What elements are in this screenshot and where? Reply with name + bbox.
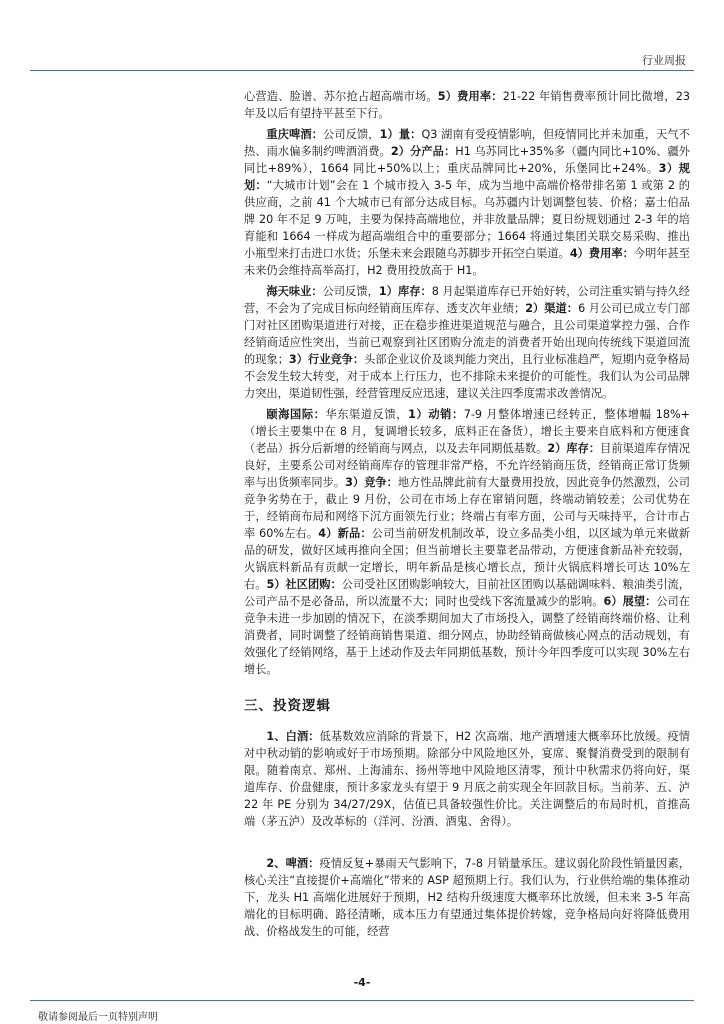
header-divider xyxy=(30,70,694,71)
paragraph-haitian: 海天味业：公司反馈，1）库存：8 月起渠道库存已开始好转，公司注重实销与持久经营，不会为了完成目标向经销商压库存、透支次年业绩；2）渠道：6 月公司已成立专门部门对社区团购渠道进行对接，正在稳步推进渠道规范与融合，且公司渠道掌控力强、合作经销商适应性突出，当前已观察到社区团购分流走的消费者开始出现向传统线下渠道回流的现象；3）行业竞争：头部企业议价及谈判能力突出，且行业标准趋严，短期内竞争格局不会发生较大转变，对于成本上行压力，也不排除未来提价的可能性。我们认为公司品牌力突出，渠道韧性强，经营管理反应迅速，建议关注四季度需求改善情况。 xyxy=(244,285,690,400)
footer-divider xyxy=(30,1000,694,1001)
report-type-label: 行业周报 xyxy=(642,54,686,67)
paragraph-liquor: 1、白酒：低基数效应消除的背景下，H2 次高端、地产酒增速大概率环比放缓。疫情对中秋动销的影响或好于市场预期。除部分中风险地区外，宴席、聚餐消费受到的限制有限。随着南京、郑州、上海浦东、扬州等地中风险地区清零，预计中秋需求仍将向好，渠道库存、价盘健康，预计多家龙头有望于 9 月底之前实现全年回款目标。当前茅、五、泸 22 年 PE 分别为 34/27/29X，估值已具备较强性价比。关注调整后的布局时机，首推高端（茅五泸）及改革标的（洋河、汾酒、酒鬼、舍得）。 xyxy=(244,730,690,828)
paragraph-yihai: 颐海国际：华东渠道反馈，1）动销：7-9 月整体增速已经转正，整体增幅 18%+（增长主要集中在 8 月，复调增长较多，底料正在备货），增长主要来自底料和方便速食（老品）拆分后新增的经销商与网点，以及去年同期低基数。2）库存：目前渠道库存情况良好，主要系公司对经销商库存的管理非常严格，不允许经销商压货，经销商正常订货频率与出货频率同步。3）竞争：地方性品牌此前有大量费用投放，因此竞争仍然激烈，公司竞争劣势在于，截止 9 月份，公司在市场上存在窜销问题，终端动销较差；公司优势在于，经销商布局和网络下沉方面领先行业；终端占有率方面，公司与天味持平，合计市占率 60%左右。4）新品：公司当前研发机制改革，设立多品类小组，以区域为单元来做新品的研发，做好区域再推向全国；但当前增长主要靠老品带动，方便速食新品补充较弱，火锅底料新品有贡献一定增长，明年新品是核心增长点，预计火锅底料增长可达 10%左右。5）社区团购：公司受社区团购影响较大，目前社区团购以基础调味料、粮油类引流，公司产品不是必备品，所以流量不大；同时也受线下客流量减少的影响。6）展望：公司在竞争未进一步加剧的情况下，在淡季期间加大了市场投入，调整了经销商终端价格、让利消费者，同时调整了经销商销售渠道、细分网点，协助经销商做核心网点的活动规划，有效强化了经销网络，基于上述动作及去年同期低基数，预计今年四季度可以实现 30%左右增长。 xyxy=(244,408,690,676)
beer-section xyxy=(244,855,690,940)
page-number: -4- xyxy=(353,976,371,989)
body-text xyxy=(244,88,690,682)
paragraph-continuation: 心营造、脸谱、苏尔抢占超高端市场。5）费用率：21-22 年销售费率预计同比微增，23 年及以后有望持平甚至下行。 xyxy=(244,90,690,120)
section-title-investment-logic: 三、投资逻辑 xyxy=(244,698,331,714)
paragraph-chongqing-beer: 重庆啤酒：公司反馈，1）量：Q3 湖南有受疫情影响，但疫情同比并未加重，天气不热、雨水偏多制约啤酒消费。2）分产品：H1 乌苏同比+35%多（疆内同比+10%、疆外同比+89%），1664 同比+50%以上；重庆品牌同比+20%，乐堡同比+24%。3）规划：“大城市计划”会在 1 个城市投入 3-5 年，成为当地中高端价格带排名第 1 或第 2 的供应商，之前 41 个大城市已有部分达成目标。乌苏疆内计划调整包装、价格；嘉士伯品牌 20 年不足 9 万吨，主要为保持高端地位，并非放量品牌；夏日纷规划通过 2-3 年的培育能和 1664 一样成为超高端组合中的重要部分；1664 将通过集团关联交易采购、推出小瓶型来打击进口水货；乐堡未来会跟随乌苏脚步开拓空白渠道。4）费用率：今明年甚至未来仍会维持高举高打，H2 费用投放高于 H1。 xyxy=(244,128,690,277)
disclaimer-note: 敬请参阅最后一页特别声明 xyxy=(38,1012,158,1023)
liquor-section xyxy=(244,728,690,830)
paragraph-beer: 2、啤酒：疫情反复+暴雨天气影响下，7-8 月销量承压。建议弱化阶段性销量因素，核心关注“直接提价+高端化”带来的 ASP 超预期上行。我们认为，行业供给端的集体推动下，龙头 H1 高端化进展好于预期，H2 结构升级速度大概率环比放缓，但未来 3-5 年高端化的目标明确、路径清晰，成本压力有望通过集体提价转嫁，竞争格局向好将降低费用战、价格战发生的可能，经营 xyxy=(244,857,690,938)
